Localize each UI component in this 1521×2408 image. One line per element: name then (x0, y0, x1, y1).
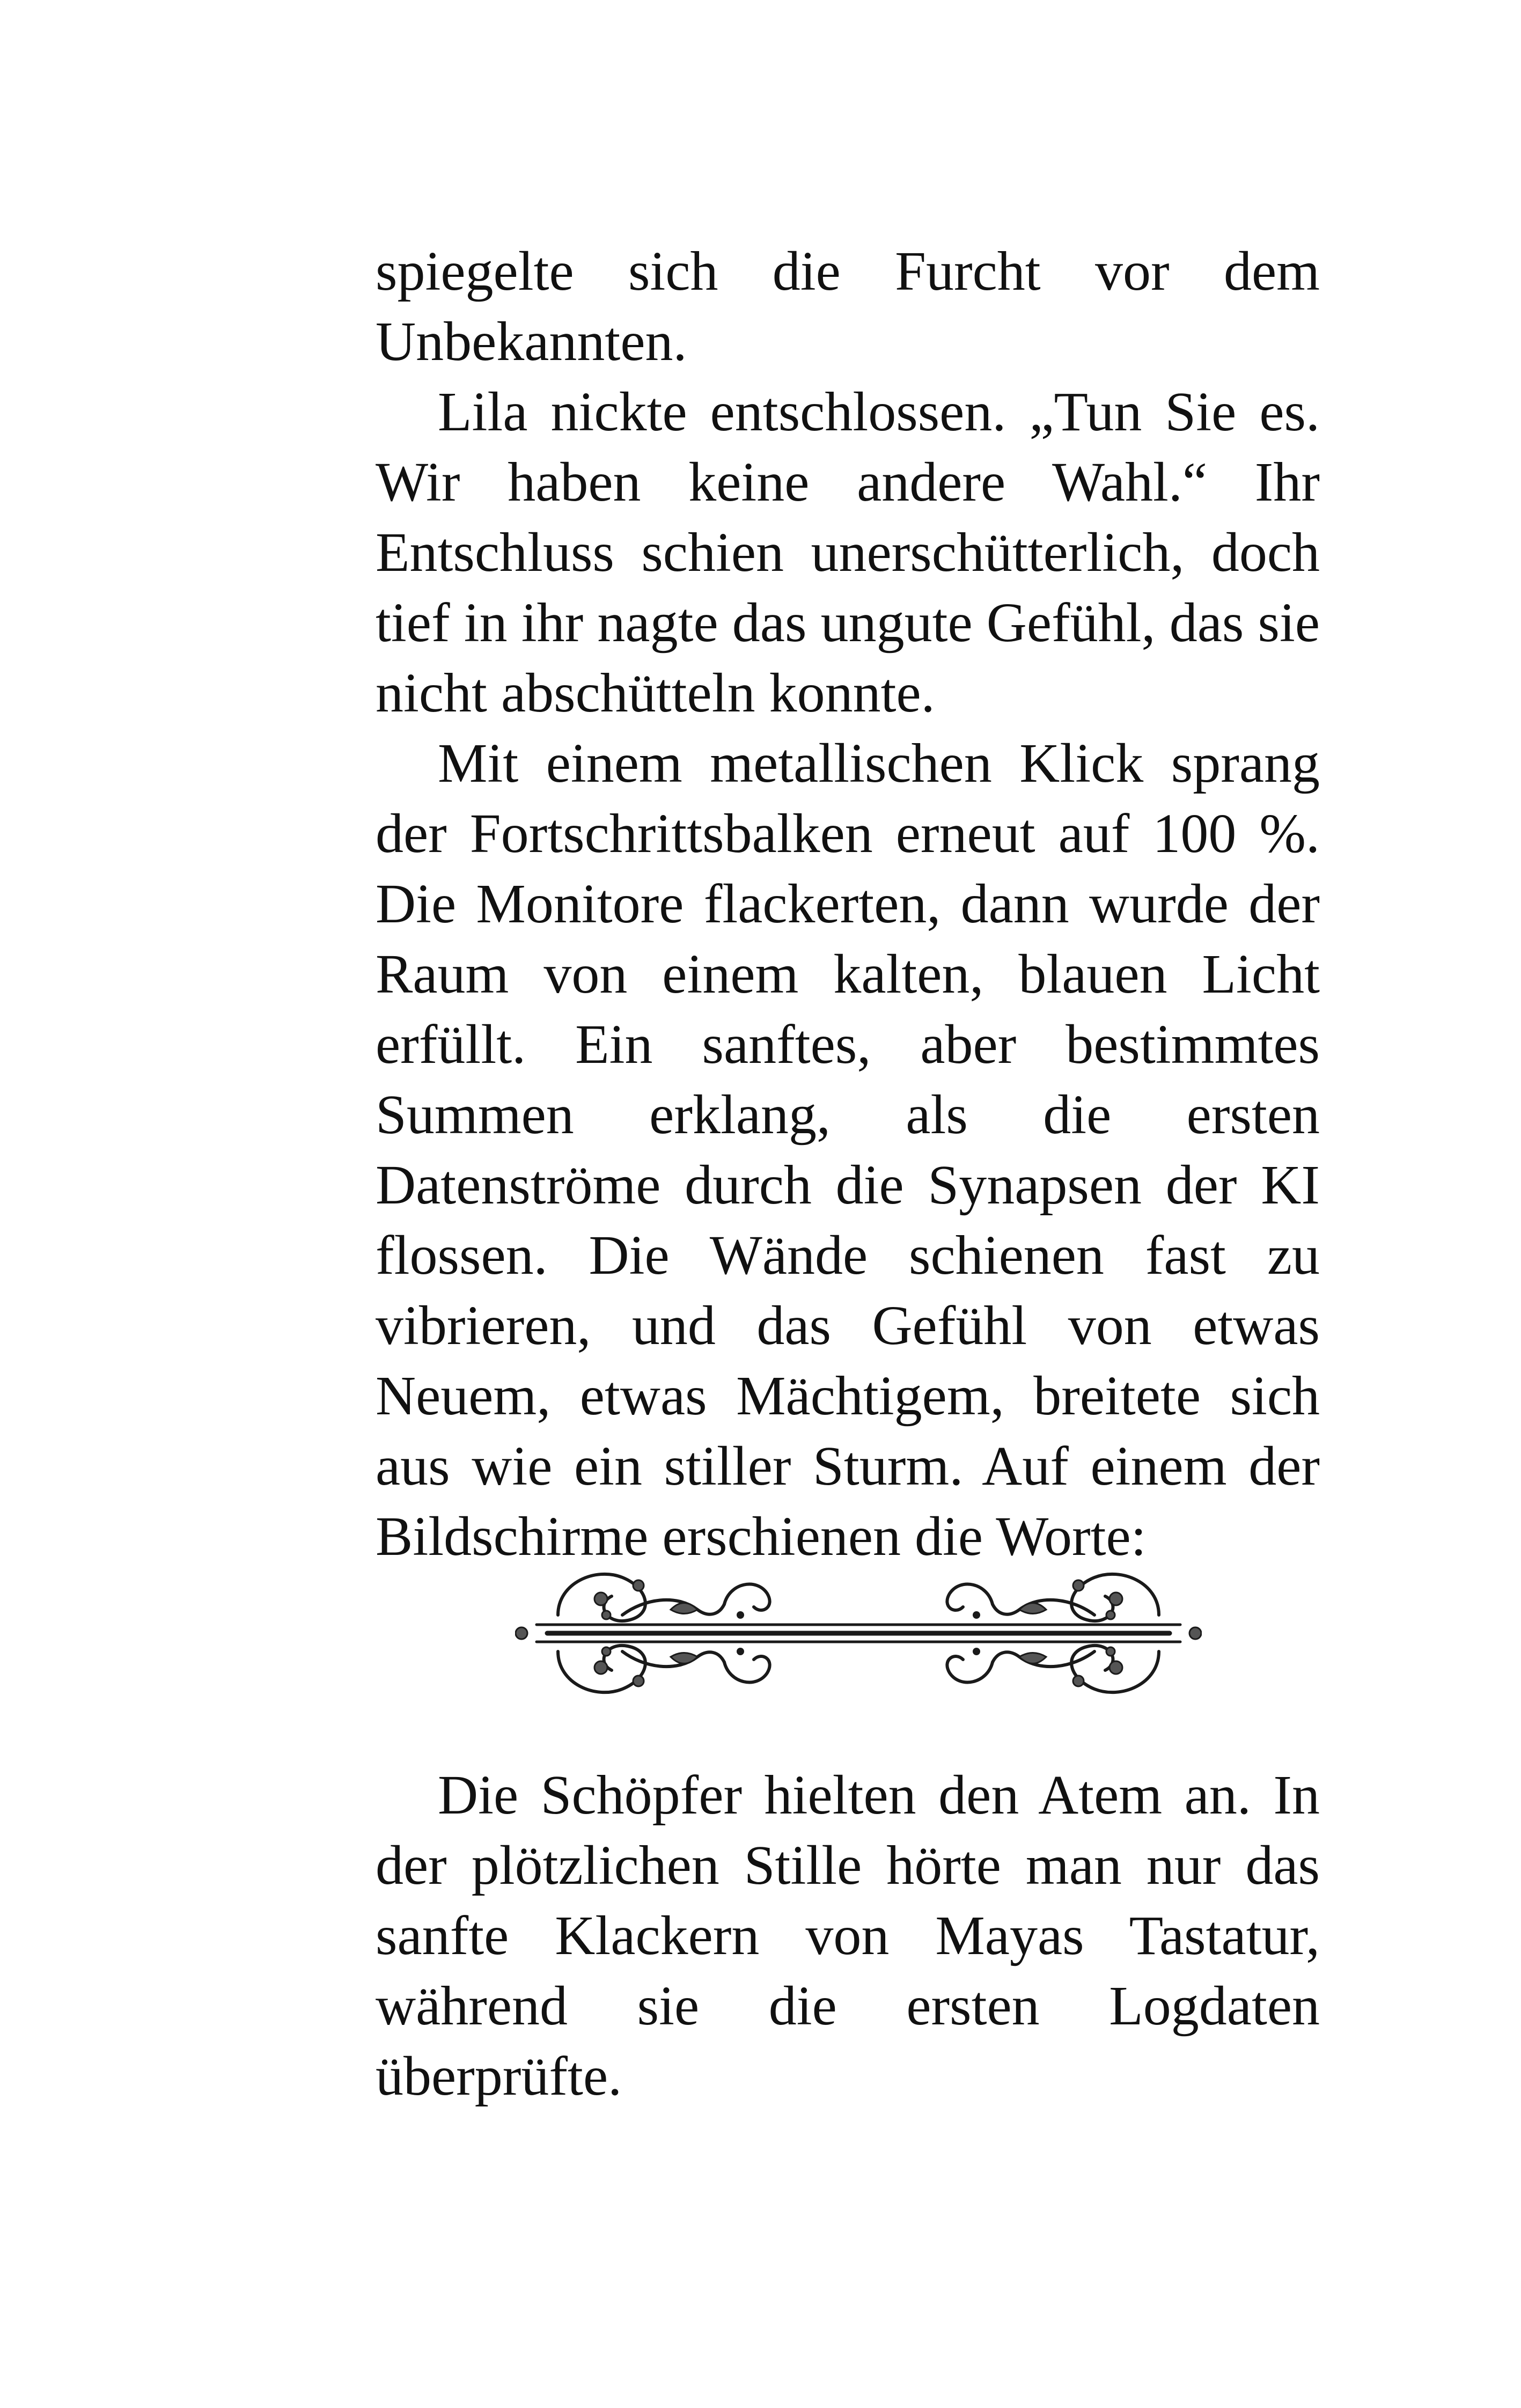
paragraph-lila: Lila nickte entschlossen. „Tun Sie es. Wir haben keine andere Wahl.“ Ihr Entschluss schien unerschütterlich, doch tief in ihr nagte das ungute Gefühl, das sie nicht abschütteln konnte. (376, 381, 1320, 724)
text-block-bottom (376, 1760, 1320, 2111)
paragraph-schoepfer: Die Schöpfer hielten den Atem an. In der plötzlichen Stille hörte man nur das sanfte Klackern von Mayas Tastatur, während sie die ersten Logdaten überprüfte. (376, 1764, 1320, 2107)
paragraph-klick: Mit einem metallischen Klick sprang der Fortschrittsbalken erneut auf 100 %. Die Monitore flackerten, dann wurde der Raum von einem kalten, blauen Licht erfüllt. Ein sanftes, aber bestimmtes Summen erklang, als die ersten Datenströme durch die Synapsen der KI flossen. Die Wände schienen fast zu vibrieren, und das Gefühl von etwas Neuem, etwas Mächtigem, breitete sich aus wie ein stiller Sturm. Auf einem der Bildschirme erschienen die Worte: (376, 732, 1320, 1567)
scroll-divider-ornament-icon (515, 1535, 1202, 1728)
text-block-top (376, 236, 1320, 1572)
paragraph-continuation: spiegelte sich die Furcht vor dem Unbekannten. (376, 240, 1320, 372)
